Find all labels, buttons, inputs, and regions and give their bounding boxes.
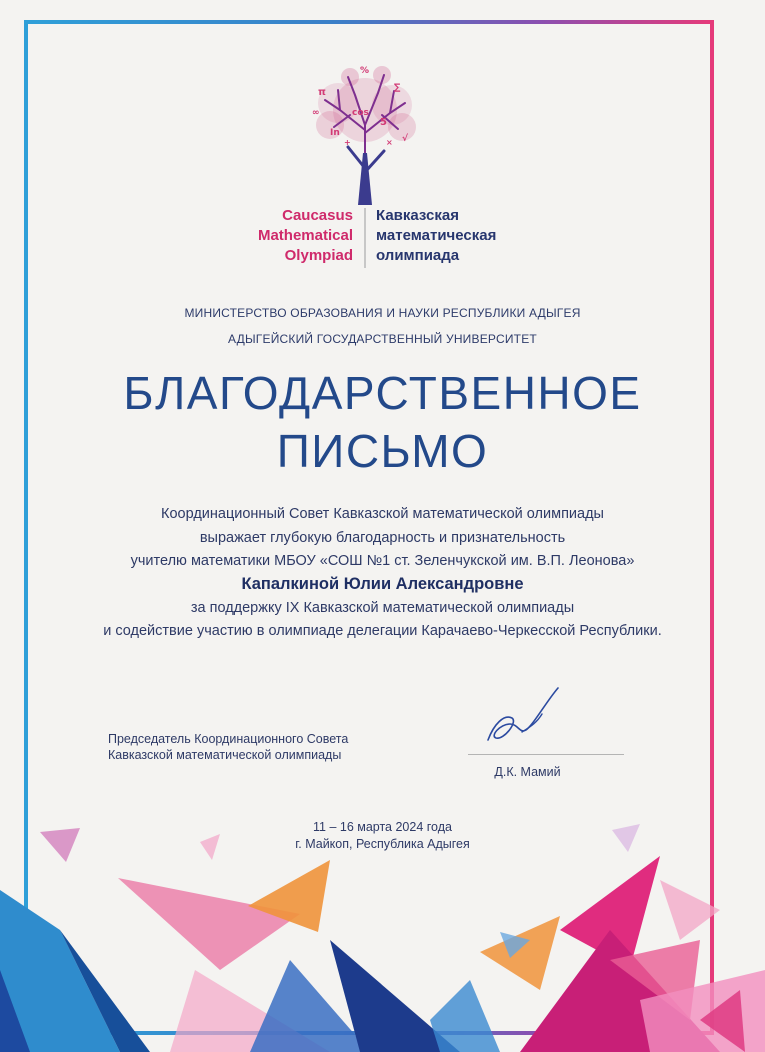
body-line: и содействие участию в олимпиаде делегации Карачаево-Черкесской Республики. xyxy=(103,623,662,639)
signatory-position xyxy=(108,731,408,763)
position-line: Председатель Координационного Совета xyxy=(108,732,349,746)
svg-text:5: 5 xyxy=(380,117,387,128)
brand-ru-line: Кавказская xyxy=(376,207,459,224)
recipient-name: Капалкиной Юлии Александровне xyxy=(241,575,524,593)
svg-text:∑: ∑ xyxy=(394,83,401,93)
brand-en-line: Caucasus xyxy=(282,207,353,224)
event-place: г. Майкоп, Республика Адыгея xyxy=(295,837,470,851)
brand-divider xyxy=(364,208,366,268)
svg-text:∞: ∞ xyxy=(312,108,320,118)
brand-ru-line: олимпиада xyxy=(376,247,460,264)
svg-text:×: × xyxy=(386,138,393,147)
body-line: выражает глубокую благодарность и признательность xyxy=(199,530,566,546)
signatory-name: Д.К. Мамий xyxy=(494,765,561,779)
body-line: Координационный Совет Кавказской математической олимпиады xyxy=(161,506,604,522)
brand-en-line: Mathematical xyxy=(257,227,353,244)
title-line-1: БЛАГОДАРСТВЕННОЕ xyxy=(123,367,642,419)
position-line: Кавказской математической олимпиады xyxy=(108,748,342,762)
brand-en-line: Olympiad xyxy=(284,247,353,264)
body-line: учителю математики МБОУ «СОШ №1 ст. Зеленчукской им. В.П. Леонова» xyxy=(130,553,635,569)
university-line: АДЫГЕЙСКИЙ ГОСУДАРСТВЕННЫЙ УНИВЕРСИТЕТ xyxy=(228,332,537,346)
svg-text:√: √ xyxy=(402,134,409,144)
event-dates: 11 – 16 марта 2024 года xyxy=(313,820,452,834)
svg-text:π: π xyxy=(318,87,326,98)
svg-text:In: In xyxy=(330,128,340,138)
title-line-2: ПИСЬМО xyxy=(276,425,489,477)
body-line: за поддержку IX Кавказской математической олимпиады xyxy=(190,600,575,616)
svg-text:cos: cos xyxy=(352,108,369,118)
signature-line xyxy=(468,754,624,755)
brand-ru-line: математическая xyxy=(376,227,497,244)
brand-english xyxy=(200,206,353,266)
ministry-line: МИНИСТЕРСТВО ОБРАЗОВАНИЯ И НАУКИ РЕСПУБЛИКИ АДЫГЕЯ xyxy=(184,306,581,320)
math-tree-icon xyxy=(290,55,440,205)
brand-russian xyxy=(376,206,576,266)
handwritten-signature xyxy=(482,684,564,748)
svg-text:%: % xyxy=(360,66,370,76)
svg-text:+: + xyxy=(344,138,351,147)
decorative-triangles xyxy=(0,820,765,1052)
